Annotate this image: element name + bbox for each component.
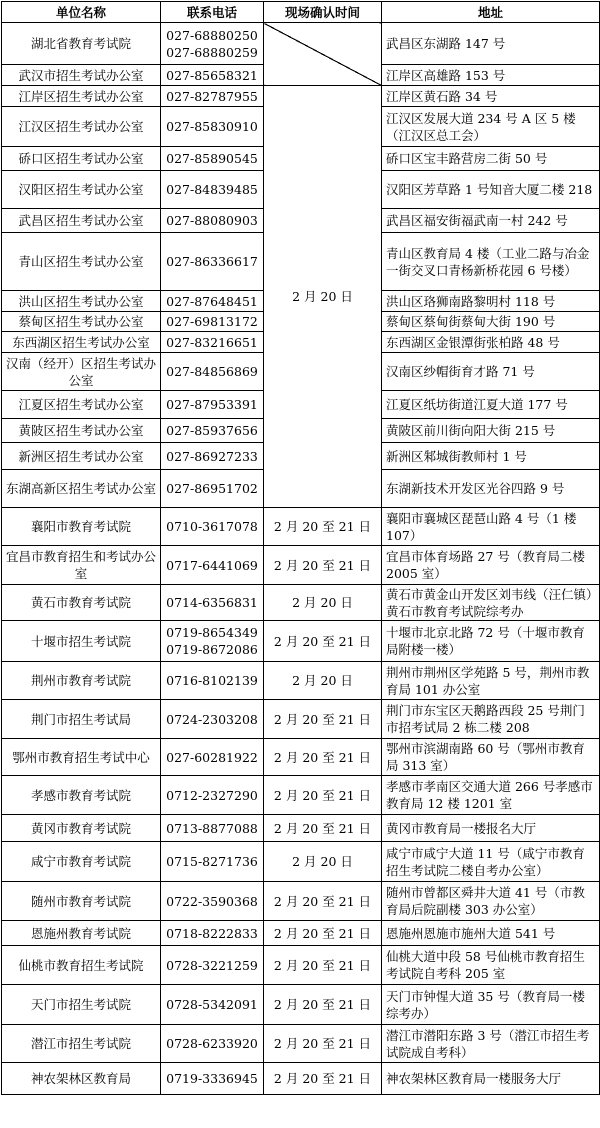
confirm-time: 2 月 20 至 21 日 xyxy=(264,546,382,585)
phone-number: 027-68880250 027-68880259 xyxy=(161,23,264,65)
phone-number: 0715-8271736 xyxy=(161,842,264,882)
confirm-time-empty xyxy=(264,23,382,86)
address: 鄂州市滨湖南路 60 号（鄂州市教育局 313 室） xyxy=(382,739,600,776)
unit-name: 汉南（经开）区招生考试办公室 xyxy=(2,353,161,391)
confirm-time: 2 月 20 至 21 日 xyxy=(264,815,382,842)
table-row xyxy=(2,815,600,842)
address: 东湖新技术开发区光谷四路 9 号 xyxy=(382,470,600,508)
address: 荆州市荆州区学苑路 5 号，荆州市教育局 101 办公室 xyxy=(382,662,600,700)
confirm-time: 2 月 20 至 21 日 xyxy=(264,739,382,776)
address: 洪山区珞狮南路黎明村 118 号 xyxy=(382,291,600,312)
table-row xyxy=(2,882,600,921)
confirm-time: 2 月 20 至 21 日 xyxy=(264,882,382,921)
address: 神农架林区教育局一楼服务大厅 xyxy=(382,1063,600,1095)
phone-number: 027-69813172 xyxy=(161,312,264,332)
phone-number: 0717-6441069 xyxy=(161,546,264,585)
confirm-time: 2 月 20 至 21 日 xyxy=(264,1025,382,1063)
unit-name: 咸宁市教育考试院 xyxy=(2,842,161,882)
address: 江夏区纸坊街道江夏大道 177 号 xyxy=(382,391,600,419)
confirm-time: 2 月 20 日 xyxy=(264,86,382,508)
phone-number: 027-86951702 xyxy=(161,470,264,508)
phone-number: 027-84839485 xyxy=(161,171,264,209)
header-phone: 联系电话 xyxy=(161,2,264,23)
table-row xyxy=(2,1063,600,1095)
unit-name: 宜昌市教育招生和考试办公室 xyxy=(2,546,161,585)
unit-name: 黄冈市教育考试院 xyxy=(2,815,161,842)
phone-number: 027-82787955 xyxy=(161,86,264,107)
phone-number: 0716-8102139 xyxy=(161,662,264,700)
phone-number: 027-87648451 xyxy=(161,291,264,312)
table-row xyxy=(2,985,600,1025)
table-row xyxy=(2,585,600,621)
address: 黄陂区前川街向阳大街 215 号 xyxy=(382,419,600,443)
phone-number: 027-85937656 xyxy=(161,419,264,443)
unit-name: 潜江市招生考试院 xyxy=(2,1025,161,1063)
header-row xyxy=(2,2,600,23)
address: 咸宁市咸宁大道 11 号（咸宁市教育招生考试院二楼自考办公室） xyxy=(382,842,600,882)
table-row xyxy=(2,546,600,585)
address: 仙桃大道中段 58 号仙桃市教育招生考试院自考科 205 室 xyxy=(382,946,600,985)
address: 江岸区黄石路 34 号 xyxy=(382,86,600,107)
unit-name: 仙桃市教育招生考试院 xyxy=(2,946,161,985)
unit-name: 蔡甸区招生考试办公室 xyxy=(2,312,161,332)
table-row xyxy=(2,842,600,882)
contact-table xyxy=(1,1,600,1095)
unit-name: 黄石市教育考试院 xyxy=(2,585,161,621)
phone-number: 0719-3336945 xyxy=(161,1063,264,1095)
unit-name: 硚口区招生考试办公室 xyxy=(2,147,161,171)
address: 东西湖区金银潭街张柏路 48 号 xyxy=(382,332,600,353)
address: 十堰市北京北路 72 号（十堰市教育局附楼一楼） xyxy=(382,621,600,662)
unit-name: 东西湖区招生考试办公室 xyxy=(2,332,161,353)
address: 孝感市孝南区交通大道 266 号孝感市教育局 12 楼 1201 室 xyxy=(382,776,600,815)
unit-name: 武昌区招生考试办公室 xyxy=(2,209,161,233)
phone-number: 0728-6233920 xyxy=(161,1025,264,1063)
phone-number: 027-88080903 xyxy=(161,209,264,233)
unit-name: 黄陂区招生考试办公室 xyxy=(2,419,161,443)
table-row xyxy=(2,700,600,739)
phone-number: 027-85658321 xyxy=(161,65,264,86)
address: 武昌区东湖路 147 号 xyxy=(382,23,600,65)
phone-number: 0714-6356831 xyxy=(161,585,264,621)
address: 潜江市潜阳东路 3 号（潜江市招生考试院成自考科） xyxy=(382,1025,600,1063)
table-row xyxy=(2,86,600,107)
header-address: 地址 xyxy=(382,2,600,23)
confirm-time: 2 月 20 至 21 日 xyxy=(264,508,382,546)
address: 青山区教育局 4 楼（工业二路与冶金一街交叉口青杨新桥花园 6 号楼） xyxy=(382,233,600,291)
confirm-time: 2 月 20 至 21 日 xyxy=(264,921,382,946)
table-row xyxy=(2,621,600,662)
unit-name: 恩施州教育考试院 xyxy=(2,921,161,946)
header-name: 单位名称 xyxy=(2,2,161,23)
address: 襄阳市襄城区琵琶山路 4 号（1 楼 107） xyxy=(382,508,600,546)
unit-name: 洪山区招生考试办公室 xyxy=(2,291,161,312)
phone-number: 0724-2303208 xyxy=(161,700,264,739)
unit-name: 荆门市招生考试局 xyxy=(2,700,161,739)
address: 汉南区纱帽街育才路 71 号 xyxy=(382,353,600,391)
confirm-time: 2 月 20 至 21 日 xyxy=(264,1063,382,1095)
address: 荆门市东宝区天鹅路西段 25 号荆门市招考试局 2 栋二楼 208 xyxy=(382,700,600,739)
confirm-time: 2 月 20 日 xyxy=(264,662,382,700)
unit-name: 江夏区招生考试办公室 xyxy=(2,391,161,419)
table-row xyxy=(2,23,600,65)
confirm-time: 2 月 20 至 21 日 xyxy=(264,621,382,662)
unit-name: 汉阳区招生考试办公室 xyxy=(2,171,161,209)
address: 黄石市黄金山开发区刘韦线（汪仁镇）黄石市教育考试院综考办 xyxy=(382,585,600,621)
phone-number: 027-86336617 xyxy=(161,233,264,291)
unit-name: 荆州市教育考试院 xyxy=(2,662,161,700)
table-row xyxy=(2,921,600,946)
unit-name: 江岸区招生考试办公室 xyxy=(2,86,161,107)
unit-name: 十堰市招生考试院 xyxy=(2,621,161,662)
unit-name: 鄂州市教育招生考试中心 xyxy=(2,739,161,776)
confirm-time: 2 月 20 日 xyxy=(264,842,382,882)
address: 宜昌市体育场路 27 号（教育局二楼 2005 室） xyxy=(382,546,600,585)
phone-number: 027-85890545 xyxy=(161,147,264,171)
unit-name: 孝感市教育考试院 xyxy=(2,776,161,815)
unit-name: 新洲区招生考试办公室 xyxy=(2,443,161,470)
unit-name: 东湖高新区招生考试办公室 xyxy=(2,470,161,508)
address: 新洲区邾城街教师村 1 号 xyxy=(382,443,600,470)
phone-number: 027-60281922 xyxy=(161,739,264,776)
address: 天门市钟惺大道 35 号（教育局一楼综考办） xyxy=(382,985,600,1025)
table-row xyxy=(2,1025,600,1063)
phone-number: 0712-2327290 xyxy=(161,776,264,815)
address: 江汉区发展大道 234 号 A 区 5 楼（江汉区总工会） xyxy=(382,107,600,147)
address: 蔡甸区蔡甸街蔡甸大街 190 号 xyxy=(382,312,600,332)
phone-number: 0722-3590368 xyxy=(161,882,264,921)
phone-number: 0719-8654349 0719-8672086 xyxy=(161,621,264,662)
unit-name: 随州市教育考试院 xyxy=(2,882,161,921)
phone-number: 027-83216651 xyxy=(161,332,264,353)
address: 硚口区宝丰路营房二街 50 号 xyxy=(382,147,600,171)
phone-number: 0728-5342091 xyxy=(161,985,264,1025)
table-row xyxy=(2,739,600,776)
table-row xyxy=(2,508,600,546)
phone-number: 0710-3617078 xyxy=(161,508,264,546)
phone-number: 027-87953391 xyxy=(161,391,264,419)
header-time: 现场确认时间 xyxy=(264,2,382,23)
unit-name: 天门市招生考试院 xyxy=(2,985,161,1025)
phone-number: 027-86927233 xyxy=(161,443,264,470)
table-row xyxy=(2,946,600,985)
confirm-time: 2 月 20 至 21 日 xyxy=(264,776,382,815)
address: 江岸区高雄路 153 号 xyxy=(382,65,600,86)
address: 恩施州恩施市施州大道 541 号 xyxy=(382,921,600,946)
unit-name: 湖北省教育考试院 xyxy=(2,23,161,65)
table-row xyxy=(2,776,600,815)
table-row xyxy=(2,662,600,700)
confirm-time: 2 月 20 日 xyxy=(264,585,382,621)
address: 黄冈市教育局一楼报名大厅 xyxy=(382,815,600,842)
address: 武昌区福安街福武南一村 242 号 xyxy=(382,209,600,233)
phone-number: 0728-3221259 xyxy=(161,946,264,985)
unit-name: 神农架林区教育局 xyxy=(2,1063,161,1095)
confirm-time: 2 月 20 至 21 日 xyxy=(264,985,382,1025)
phone-number: 027-85830910 xyxy=(161,107,264,147)
phone-number: 0713-8877088 xyxy=(161,815,264,842)
phone-number: 0718-8222833 xyxy=(161,921,264,946)
address: 汉阳区芳草路 1 号知音大厦二楼 218 xyxy=(382,171,600,209)
unit-name: 江汉区招生考试办公室 xyxy=(2,107,161,147)
address: 随州市曾都区舜井大道 41 号（市教育局后院副楼 303 办公室） xyxy=(382,882,600,921)
unit-name: 武汉市招生考试办公室 xyxy=(2,65,161,86)
unit-name: 襄阳市教育考试院 xyxy=(2,508,161,546)
phone-number: 027-84856869 xyxy=(161,353,264,391)
unit-name: 青山区招生考试办公室 xyxy=(2,233,161,291)
confirm-time: 2 月 20 至 21 日 xyxy=(264,700,382,739)
confirm-time: 2 月 20 至 21 日 xyxy=(264,946,382,985)
